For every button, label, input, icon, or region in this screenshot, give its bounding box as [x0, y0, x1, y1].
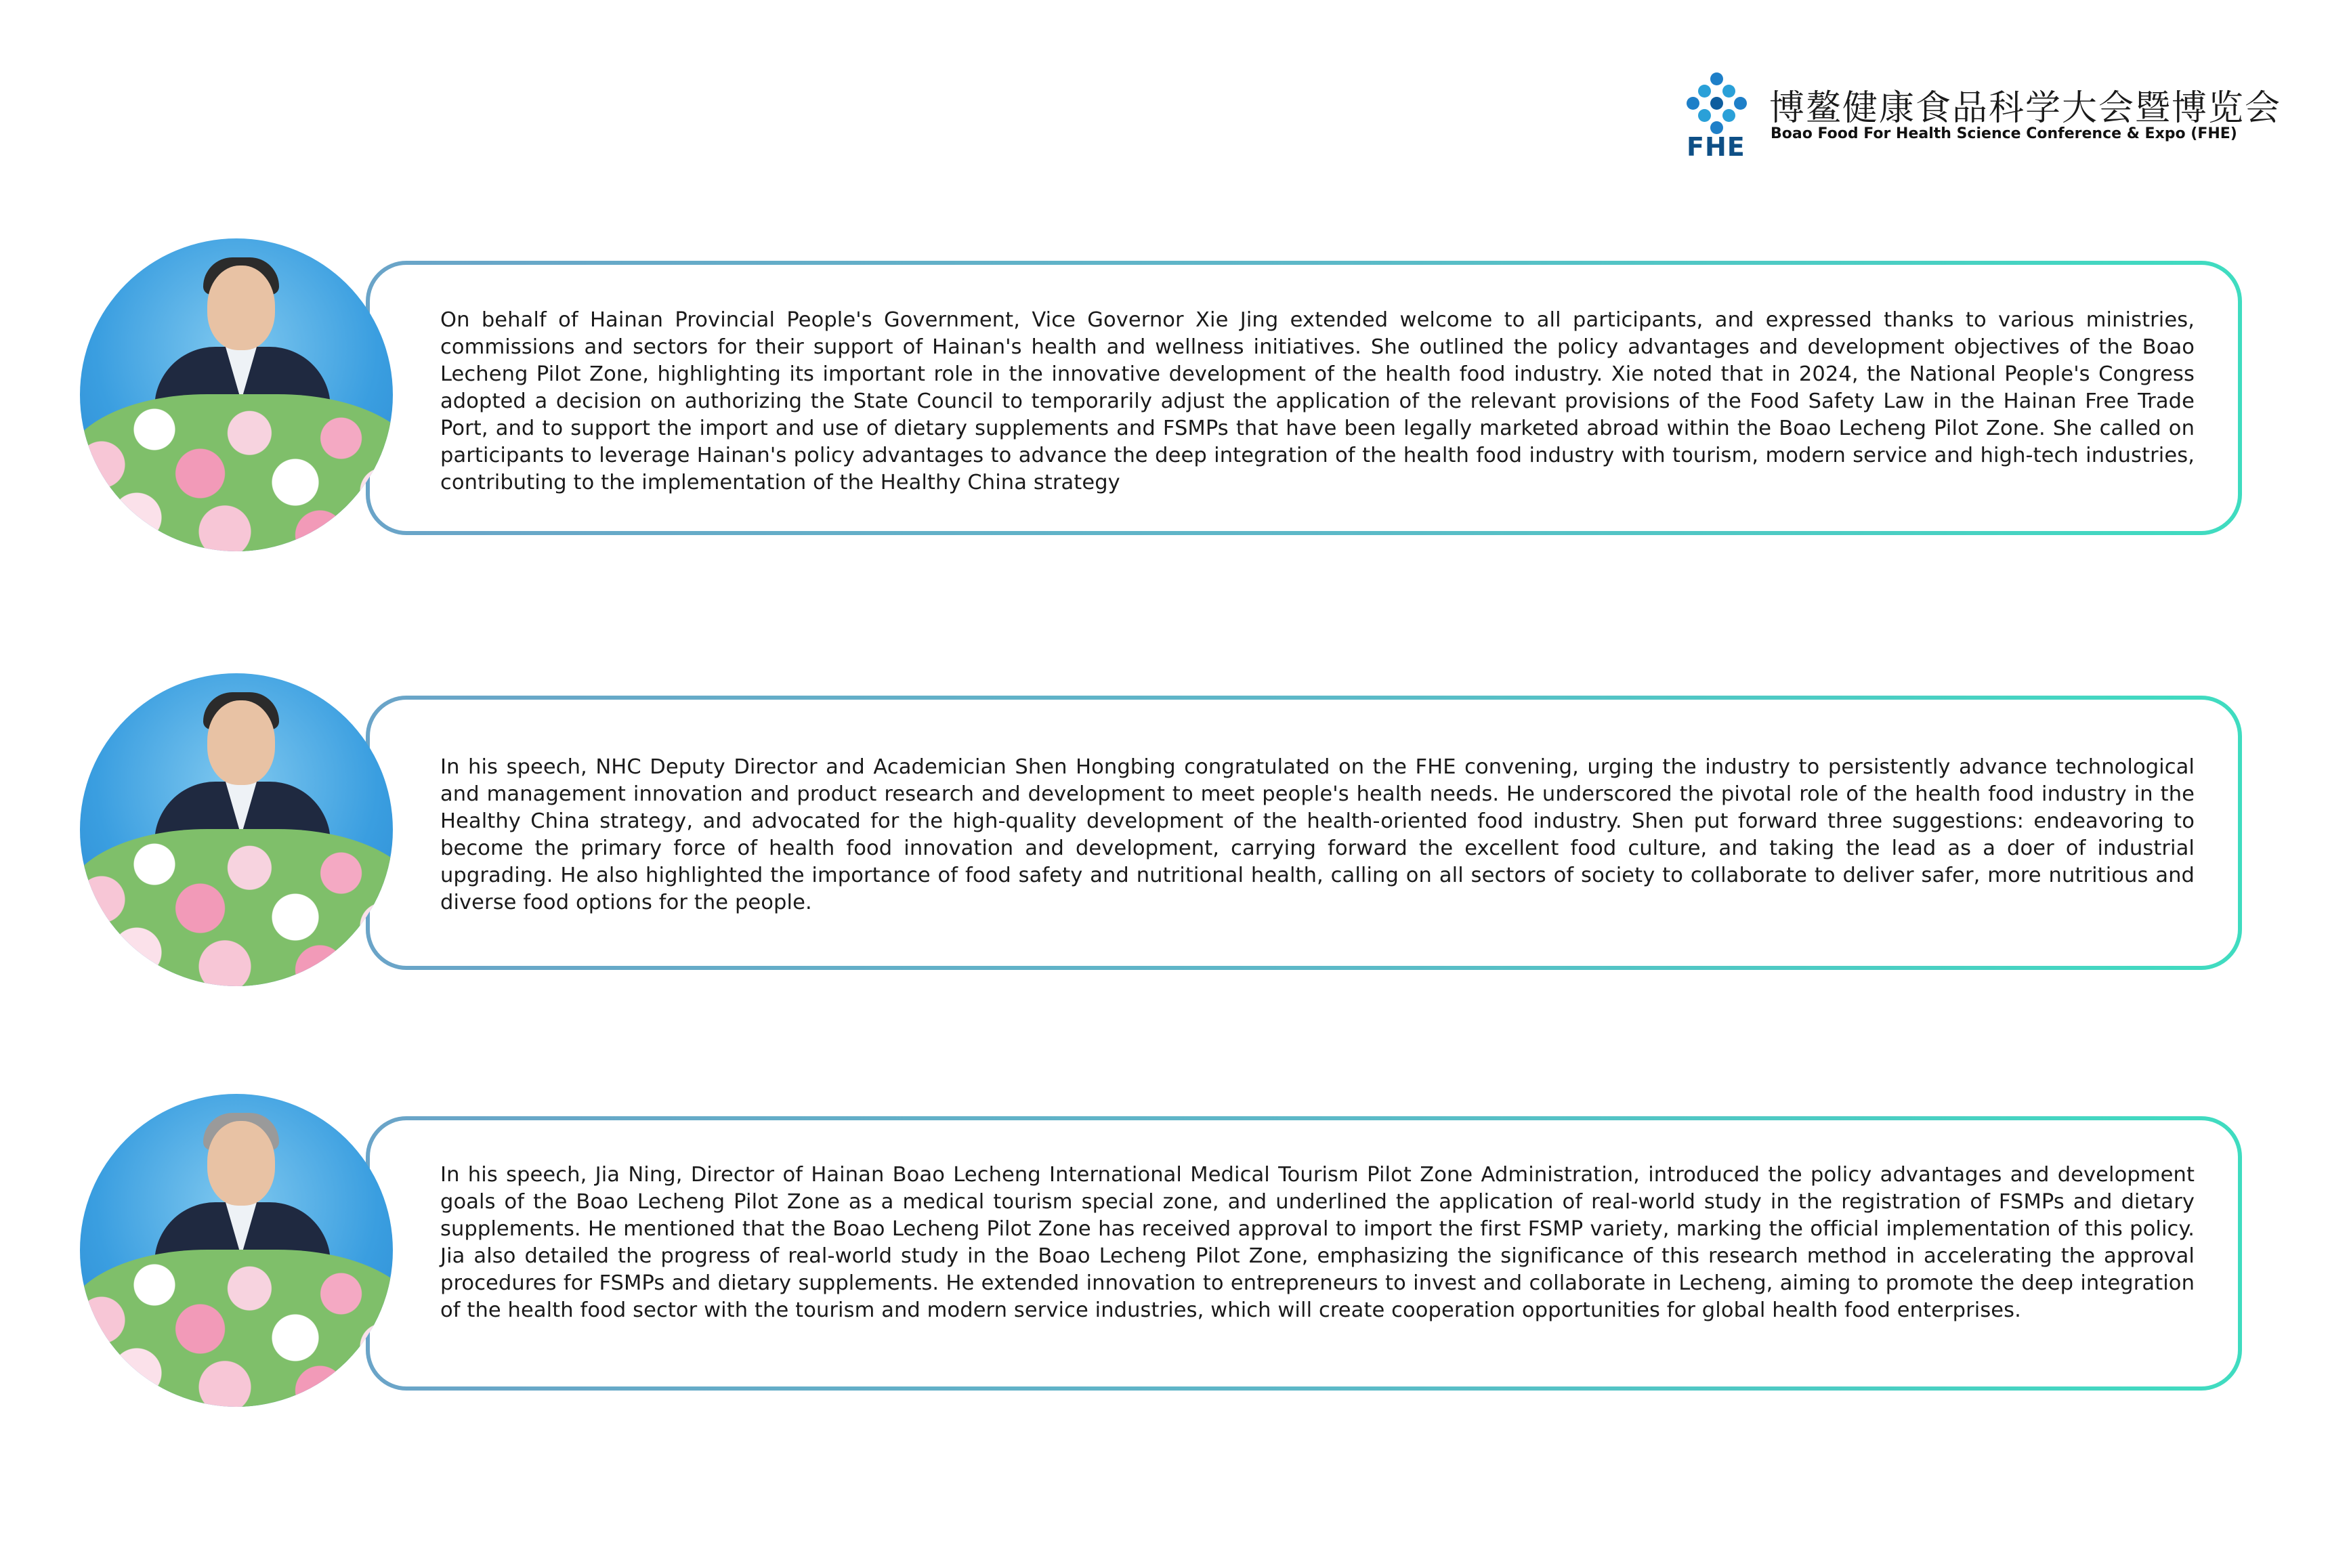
speaker-photo-shen-hongbing: [80, 673, 393, 986]
speech-paragraph: In his speech, Jia Ning, Director of Hainan Boao Lecheng International Medical Tourism Pilot Zone Administration, introduced the policy advantages and development goals of the Boao Lecheng Pilot Zone as a medical tourism special zone, and underlined the application of real-world study in the registration of FSMPs and dietary supplements. He mentioned that the Boao Lecheng Pilot Zone has received approval to import the first FSMP variety, marking the official implementation of this policy. Jia also detailed the progress of real-world study in the Boao Lecheng Pilot Zone, emphasizing the significance of this research method in accelerating the approval procedures for FSMPs and dietary supplements. He extended innovation to entrepreneurs to invest and collaborate in Lecheng, aiming to promote the deep integration of the health food sector with the tourism and modern service industries, which will create cooperation opportunities for global health food enterprises.: [440, 1163, 2195, 1322]
speech-paragraph: In his speech, NHC Deputy Director and Academician Shen Hongbing congratulated on the FHE convening, urging the industry to persistently advance technological and management innovation and product research and development to meet people's health needs. He underscored the pivotal role of the health food industry in the Healthy China strategy, and advocated for the high-quality development of the health-oriented food industry. Shen put forward three suggestions: endeavoring to become the primary force of health food innovation and development, carrying forward the excellent food culture, and taking the lead as a doer of industrial upgrading. He also highlighted the importance of food safety and nutritional health, calling on all sectors of society to collaborate to deliver safer, more nutritious and diverse food options for the people.: [440, 755, 2195, 914]
speaker-photo-jia-ning: [80, 1094, 393, 1407]
logo-chinese-name: 博鳌健康食品科学大会暨博览会: [1769, 88, 2282, 129]
speaker-photo-xie-jing: [80, 238, 393, 551]
fhe-logo: [1687, 71, 2282, 162]
logo-english-name: Boao Food For Health Science Conference & Expo (FHE): [1771, 125, 2237, 142]
logo-short-name: FHE: [1687, 132, 1745, 162]
speech-paragraph: On behalf of Hainan Provincial People's Government, Vice Governor Xie Jing extended welcome to all participants, and expressed thanks to various ministries, commissions and sectors for their support of Hainan's health and wellness initiatives. She outlined the policy advantages and development objectives of the Boao Lecheng Pilot Zone, highlighting its important role in the innovative development of the health food industry. Xie noted that in 2024, the National People's Congress adopted a decision on authorizing the State Council to temporarily adjust the application of the relevant provisions of the Food Safety Law in the Hainan Free Trade Port, and to support the import and use of dietary supplements and FSMPs that have been legally marketed abroad within the Boao Lecheng Pilot Zone. She called on participants to leverage Hainan's policy advantages to advance the deep integration of the health food industry with tourism, modern service and high-tech industries, contributing to the implementation of the Healthy China strategy: [440, 308, 2195, 494]
